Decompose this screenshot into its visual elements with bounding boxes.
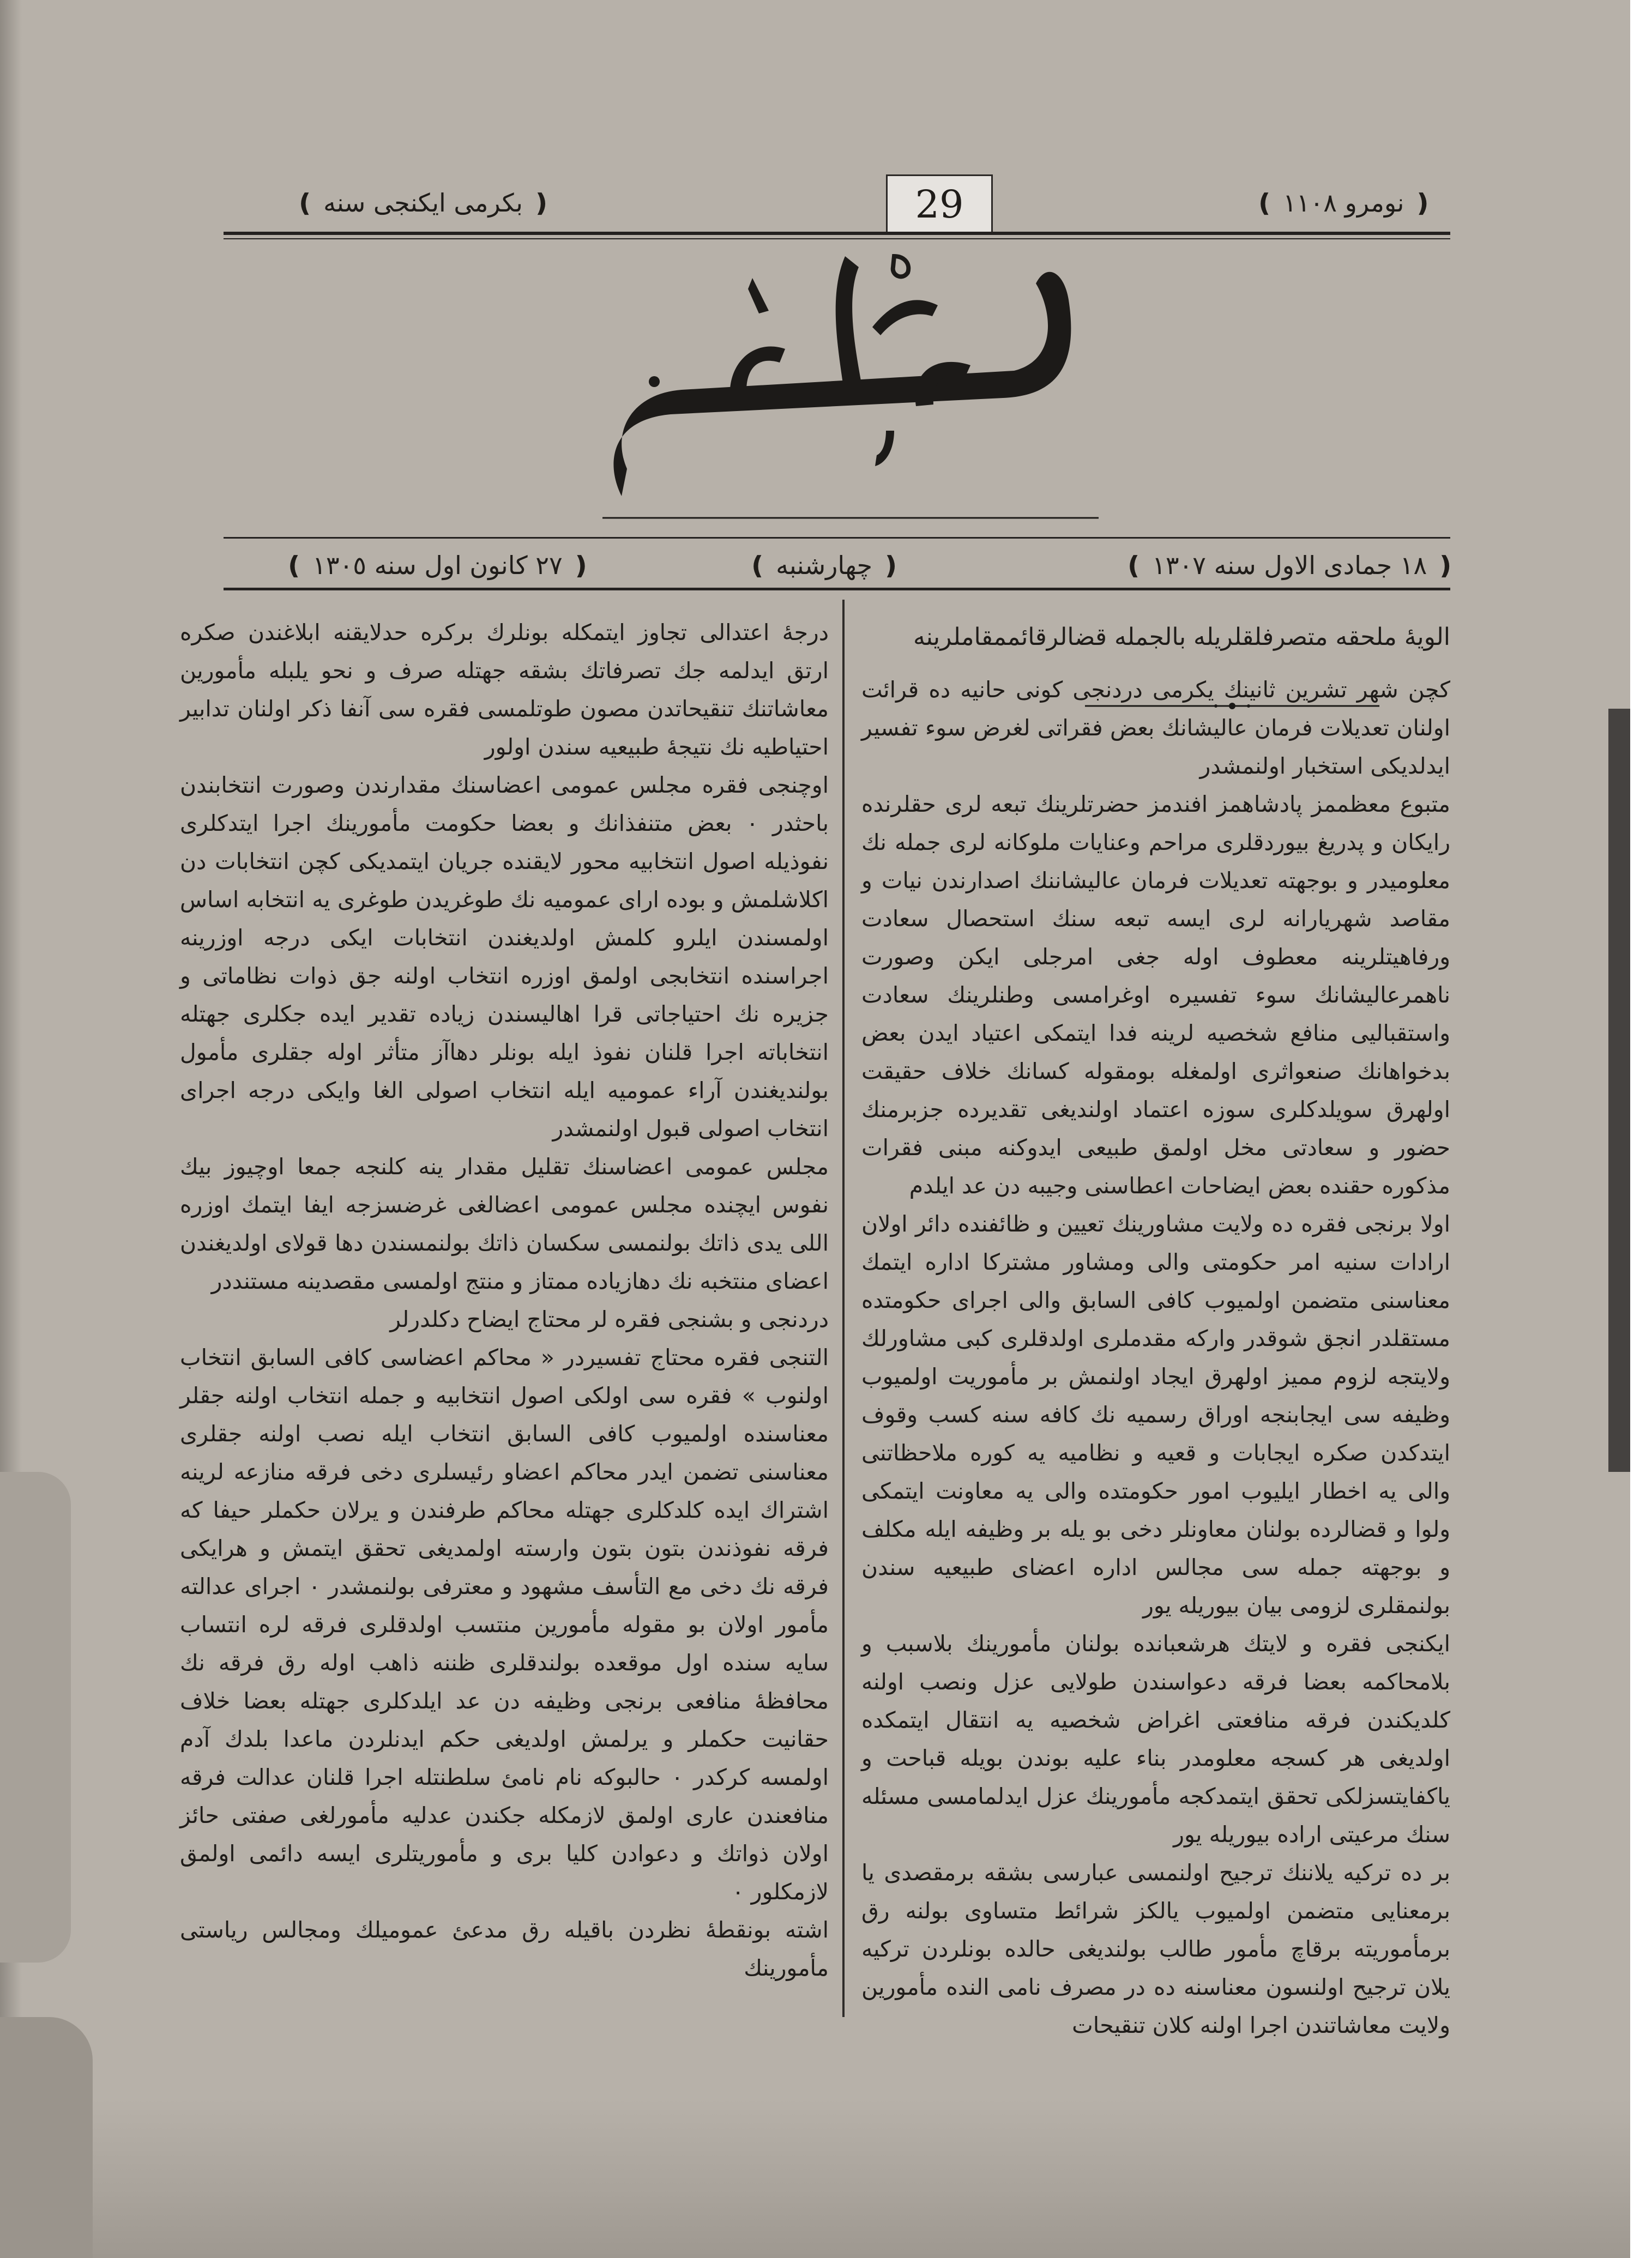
left-paragraph: التنجى فقره محتاج تفسيردر « محاكم اعضاسى كافى السابق انتخاب اولنوب » فقره سى اولكى اصول انتخابيه و جمله انتخاب اولنه جقلر معناسنده اولميوب كافى السابق انتخاب ايله نصب اولنه جقلرى معناسنى تضمن ايدر محاكم اعضاو رئيسلرى دخى فرقه منازعه لرينه اشتراك ايده كلدكلرى جهتله محاكم طرفندن و يرلان حكملر حيفا كه فرقه نفوذندن بتون بتون وارسته اولمديغى تحقق ايتمش و هرايكى فرقه نك دخى مع التأسف مشهود و معترفى بولنمشدر ٠ اجراى عدالته مأمور اولان بو مقوله مأمورين منتسب اولدقلرى فرقه لره انتساب سايه سنده اول موقعده بولندقلرى ظننه ذاهب اوله رق فرقه نك محافظۀ منافعى برنجى وظيفه دن عد ايلدكلرى جهتله بعضا خلاف حقانيت حكملر و يرلمش اولديغى حكم ايدنلردن ماعدا بلدك آدم اولمسه كركدر ٠ حالبوكه نام نامئ سلطنتله اجرا قلنان عدالت فرقه منافعندن عارى اولمق لازمكله جكندن عدليه مأمورلغى صفتى حائز اولان ذواتك و دعوادن كليا برى و مأموريتلرى ايسه دائمى اولمق لازمكلور ٠: [180, 1344, 829, 1905]
masthead-calligraphy: [589, 234, 1112, 529]
article-heading: الويۀ ملحقه متصرفلقلريله بالجمله قضالرقائممقاملرينه: [913, 623, 1450, 651]
page-spine-shadow: [1608, 709, 1630, 1472]
paper-stain: [0, 2099, 1630, 2258]
right-column: [861, 616, 1450, 2044]
dateline-rule-top: [224, 537, 1450, 539]
right-paragraph: بر ده تركيه يلاننك ترجيح اولنمسى عبارسى بشقه برمقصدى يا برمعنايى متضمن اولميوب يالكز شرائط متساوى بولنه رق برمأموريته برقاچ مأمور طالب بولنديغى حالده بونلردن تركيه يلان ترجيح اولنسون معناسنه ده در مصرف نامى النده مأمورين ولايت معاشاتندن اجرا اولنه كلان تنقيحات: [861, 1859, 1450, 2038]
heading-ornament: [1080, 701, 1385, 711]
left-paragraph: دردنجى و بشنجى فقره لر محتاج ايضاح دكلدرلر: [390, 1306, 829, 1332]
right-paragraph: متبوع معظممز پادشاهمز افندمز حضرتلرينك تبعه لرى حقلرنده رايكان و پدريغ بيوردقلرى مراحم وعنايات ملوكانه لرى جمله نك معلوميدر و بوجهته تعديلات فرمان عاليشاننك اصدارندن نيات و مقاصد شهريارانه لرى ايسه تبعه سنك استحصال سعادت ورفاهيتلرينه معطوف اوله جغى امرجلى ايكن وصورت ناهمرعاليشانك سوء تفسيره اوغرامسى وطنلرينك سعادت واستقباليى منافع شخصيه لرينه فدا ايتمكى اعتياد ايدن بعض بدخواهانك صنعواثرى اولمغله بومقوله كسانك خلاف حقيقت اولهرق سويلدكلرى سوزه اعتماد اولنديغى تقديرده جزبرمنك حضور و سعادتى مخل اولمق طبيعى ايدوكنه مبنى فقرات مذكوره حقنده بعض ايضاحات اعطاسنى وجيبه دن عد ايلدم: [861, 791, 1450, 1199]
paper-stain: [0, 1472, 71, 1963]
right-paragraph: اولا برنجى فقره ده ولايت مشاورينك تعيين و ظائفنده دائر اولان ارادات سنيه امر حكومتى والى ومشاور مشتركا اداره ايتمك معناسنى متضمن اولميوب كافى السابق والى اجراى حكومتده مستقلدر انجق شوقدر واركه مقدملرى اولدقلرى كبى مشاورلك ولايتجه لزوم مميز اولهرق ايجاد اولنمش بر مأموريت اولميوب وظيفه سى ايجابنجه اوراق رسميه نك كافه سنه كسب وقوف ايتدكدن صكره ايجابات و قعيه و نظاميه يه كوره ملاحظاتنى والى يه اخطار ايليوب امور حكومتده والى يه معاونت ايتمكى ولوا و قضالرده بولنان معاونلر دخى بو يله بر وظيفه ايله مكلف و بوجهته جمله سى مجالس اداره اعضاى طبيعيه سندن بولنمقلرى لزومى بيان بيوريله يور: [861, 1211, 1450, 1619]
dateline-rule-bottom: [224, 588, 1450, 590]
right-paragraph: كچن شهر تشرين ثانينك يكرمى دردنجى كونى حانيه ده قرائت اولنان تعديلات فرمان عاليشانك بعض فقراتى لغرض سوء تفسير ايدلديكى استخبار اولنمشدر: [861, 677, 1450, 779]
issue-number: ❪ نومرو ١١٠٨ ❫: [1254, 188, 1433, 218]
left-paragraph: مجلس عمومى اعضاسنك تقليل مقدار ينه كلنجه جمعا اوچيوز بيك نفوس ايچنده مجلس عمومى اعضالغى غرضسزجه ايفا ايتمك اوزره اللى يدى ذاتك بولنمسى سكسان ذاتك بولنمسندن دها قولاى اولديغندن اعضاى منتخبه نك دهازياده ممتاز و منتج اولمسى مقصدينه مستنددر: [180, 1154, 829, 1294]
left-paragraph: اوچنجى فقره مجلس عمومى اعضاسنك مقدارندن وصورت انتخابندن باحثدر ٠ بعض متنفذانك و بعضا حكومت مأمورينك اجرا ايتدكلرى نفوذيله اصول انتخابيه محور لايقنده جريان ايتمديكى كچن انتخابات دن اكلاشلمش و بوده اراى عموميه نك طوغريدن طوغرى يه انتخابه اساس اولمسندن ايلرو كلمش اولديغندن انتخابات ايكى درجه اوزرينه اجراسنده انتخابجى اولمق اوزره انتخاب اولنه جق ذوات نظاماتى و جزيره نك احتياجاتى قرا اهاليسندن زياده تقدير ايده جكلرى جهتله انتخاباته اجرا قلنان نفوذ ايله بونلر دهاآز متأثر اوله جقلرى مأمول بولنديغندن آراء عموميه ايله انتخاب اصولى الغا وايكى درجه اجراى انتخاب اصولى قبول اولنمشدر: [180, 772, 829, 1142]
handwritten-page-number: 29: [886, 174, 993, 235]
left-paragraph: اشته بونقطۀ نظردن باقيله رق مدعئ عموميلك ومجالس رياستى مأمورينك: [180, 1917, 829, 1981]
column-divider: [842, 600, 845, 2017]
right-paragraph: ايكنجى فقره و لايتك هرشعبانده بولنان مأمورينك بلاسبب و بلامحاكمه بعضا فرقه دعواسندن طولايى عزل ونصب اولنه كلديكندن فرقه منافعتى اغراض شخصيه يه انتقال ايتمكده اولديغى هر كسجه معلومدر بناء عليه بوندن بويله قباحت و ياكفايتسزلكى تحقق ايتمدكجه مأمورينك عزل ايدلمامسى مسئله سنك مرعيتى اراده بيوريله يور: [861, 1631, 1450, 1848]
scan-edge: [1630, 0, 1652, 2258]
year-label: ❪ بكرمى ايكنجى سنه ❫: [294, 188, 552, 218]
left-paragraph: درجۀ اعتدالى تجاوز ايتمكله بونلرك بركره حدلايقنه ابلاغندن صكره ارتق ايدلمه جك تصرفاتك بشقه جهتله صرف و نحو يلبله مأمورين معاشاتنك تنقيحاتدن مصون طوتلمسى فقره سى آنفا ذكر اولنان تدابير احتياطيه نك نتيجۀ طبيعيه سندن اولور: [180, 619, 829, 760]
hijri-date: ❪ ١٨ جمادى الاول سنه ١٣٠٧ ❫: [1123, 551, 1456, 580]
rumi-date: ❪ ٢٧ كانون اول سنه ١٣٠٥ ❫: [284, 551, 592, 580]
paper-stain: [0, 2017, 93, 2258]
left-column: [180, 613, 829, 1987]
weekday: ❪ چهارشنبه ❫: [747, 551, 902, 580]
